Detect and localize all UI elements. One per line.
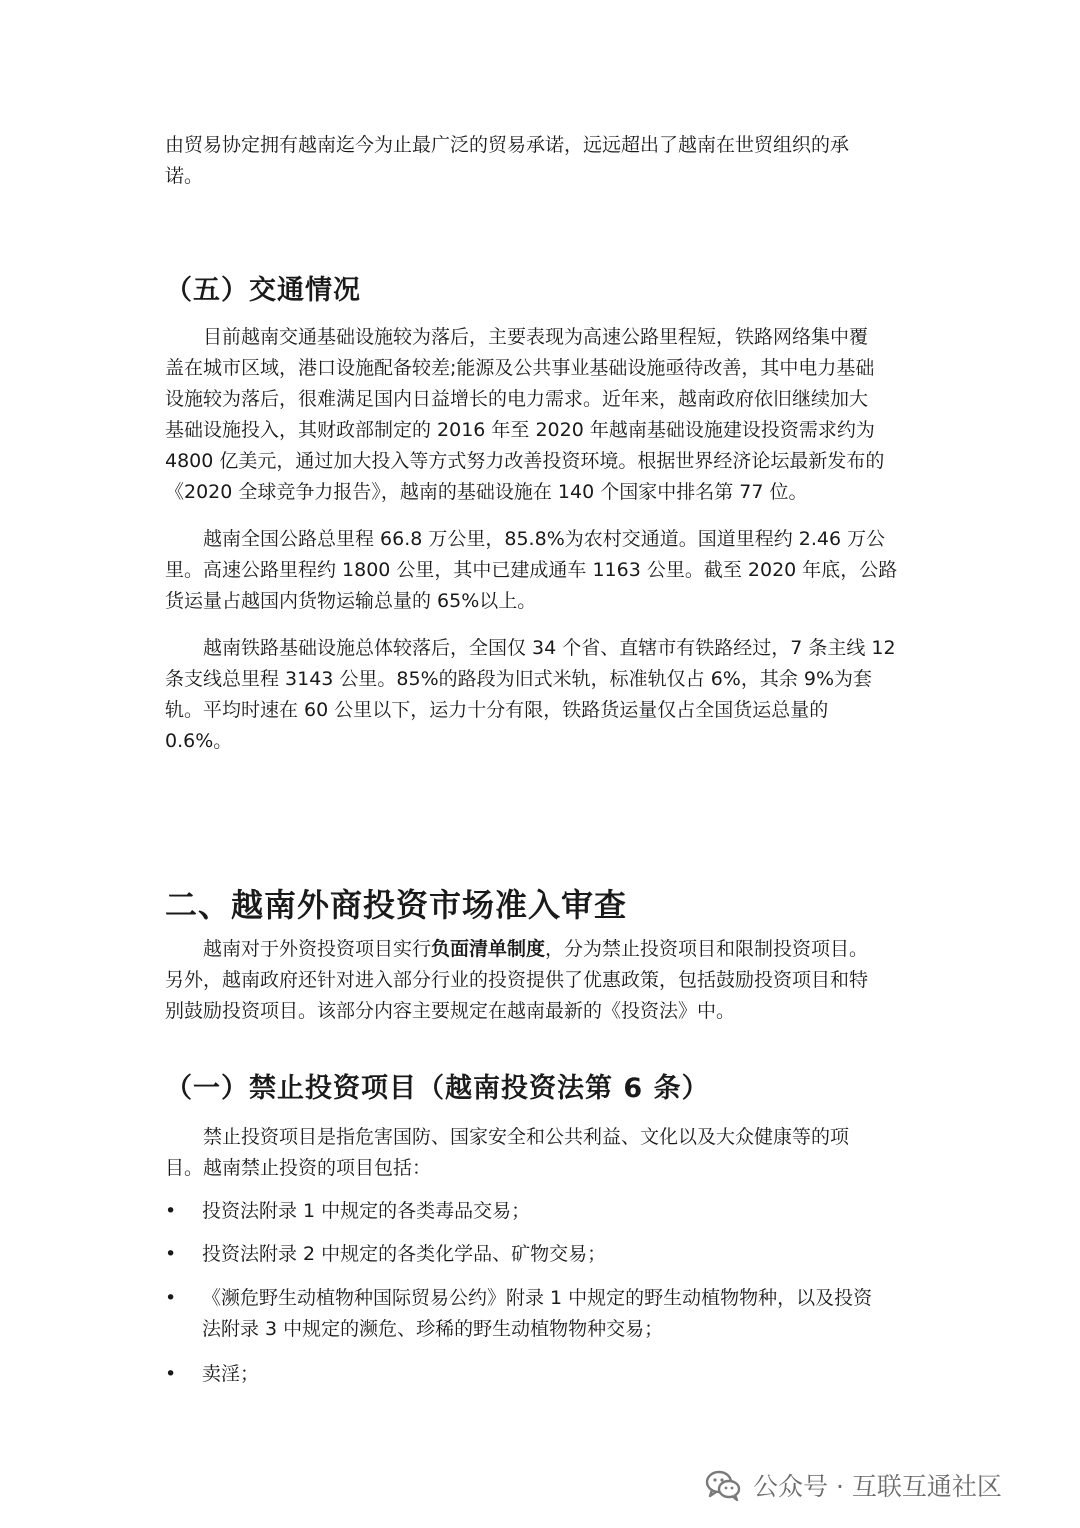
text-line: 《2020 全球竞争力报告》，越南的基础设施在 140 个国家中排名第 77 位。: [165, 481, 808, 503]
text-line: 设施较为落后，很难满足国内日益增长的电力需求。近年来，越南政府依旧继续加大: [165, 388, 869, 410]
list-item-text: [202, 1359, 922, 1390]
text-line: 别鼓励投资项目。该部分内容主要规定在越南最新的《投资法》中。: [165, 1000, 736, 1022]
text-line: 轨。平均时速在 60 公里以下，运力十分有限，铁路货运量仅占全国货运总量的: [165, 699, 829, 721]
transport-paragraph-2: [165, 524, 915, 617]
part-heading-market-access: 二、越南外商投资市场准入审查: [165, 886, 628, 924]
list-item-text: [202, 1283, 922, 1345]
bullet-icon: •: [165, 1287, 177, 1309]
wechat-watermark: [703, 1463, 1002, 1507]
text-line: 0.6%。: [165, 730, 233, 752]
negative-list-term: 负面清单制度: [431, 938, 546, 960]
text-line: 越南全国公路总里程 66.8 万公里，85.8%为农村交通道。国道里程约 2.46 万公: [203, 528, 886, 550]
market-access-paragraph: [165, 934, 915, 1027]
text-run: ，分为禁止投资项目和限制投资项目。: [545, 938, 869, 960]
text-line: 卖淫；: [202, 1363, 260, 1385]
wechat-icon: [703, 1465, 743, 1505]
text-line: 4800 亿美元，通过加大投入等方式努力改善投资环境。根据世界经济论坛最新发布的: [165, 450, 885, 472]
intro-paragraph: [165, 130, 915, 192]
bullet-icon: •: [165, 1363, 177, 1385]
text-line: 条支线总里程 3143 公里。85%的路段为旧式米轨，标准轨仅占 6%，其余 9%为套: [165, 668, 873, 690]
transport-paragraph-1: [165, 322, 915, 508]
bullet-icon: •: [165, 1200, 177, 1222]
text-line: 另外，越南政府还针对进入部分行业的投资提供了优惠政策，包括鼓励投资项目和特: [165, 969, 869, 991]
text-run: 越南对于外资投资项目实行: [203, 938, 432, 960]
list-item-text: [202, 1196, 922, 1227]
text-line: 盖在城市区域，港口设施配备较差;能源及公共事业基础设施亟待改善，其中电力基础: [165, 357, 875, 379]
text-line: 投资法附录 1 中规定的各类毒品交易；: [202, 1200, 531, 1222]
text-line: 目。越南禁止投资的项目包括：: [165, 1157, 432, 1179]
subsection-heading-prohibited: （一）禁止投资项目（越南投资法第 6 条）: [165, 1073, 710, 1104]
text-line: 基础设施投入，其财政部制定的 2016 年至 2020 年越南基础设施建设投资需求约为: [165, 419, 875, 441]
text-line: [165, 934, 915, 965]
text-line: 里。高速公路里程约 1800 公里，其中已建成通车 1163 公里。截至 2020 年底，公路: [165, 559, 898, 581]
text-line: 由贸易协定拥有越南迄今为止最广泛的贸易承诺，远远超出了越南在世贸组织的承: [165, 134, 850, 156]
watermark-text: 公众号 · 互联互通社区: [753, 1472, 1002, 1501]
section-heading-transport: （五）交通情况: [165, 275, 361, 306]
prohibited-paragraph: [165, 1122, 915, 1184]
text-line: 法附录 3 中规定的濒危、珍稀的野生动植物物种交易；: [202, 1318, 664, 1340]
bullet-icon: •: [165, 1243, 177, 1265]
text-line: 《濒危野生动植物种国际贸易公约》附录 1 中规定的野生动植物物种，以及投资: [202, 1287, 873, 1309]
text-line: 诺。: [165, 165, 204, 187]
transport-paragraph-3: [165, 633, 915, 757]
text-line: 货运量占越国内货物运输总量的 65%以上。: [165, 590, 537, 612]
text-line: 目前越南交通基础设施较为落后，主要表现为高速公路里程短，铁路网络集中覆: [203, 326, 869, 348]
text-line: 越南铁路基础设施总体较落后，全国仅 34 个省、直辖市有铁路经过，7 条主线 12: [203, 637, 896, 659]
list-item-text: [202, 1239, 922, 1270]
text-line: 禁止投资项目是指危害国防、国家安全和公共利益、文化以及大众健康等的项: [203, 1126, 850, 1148]
text-line: 投资法附录 2 中规定的各类化学品、矿物交易；: [202, 1243, 607, 1265]
